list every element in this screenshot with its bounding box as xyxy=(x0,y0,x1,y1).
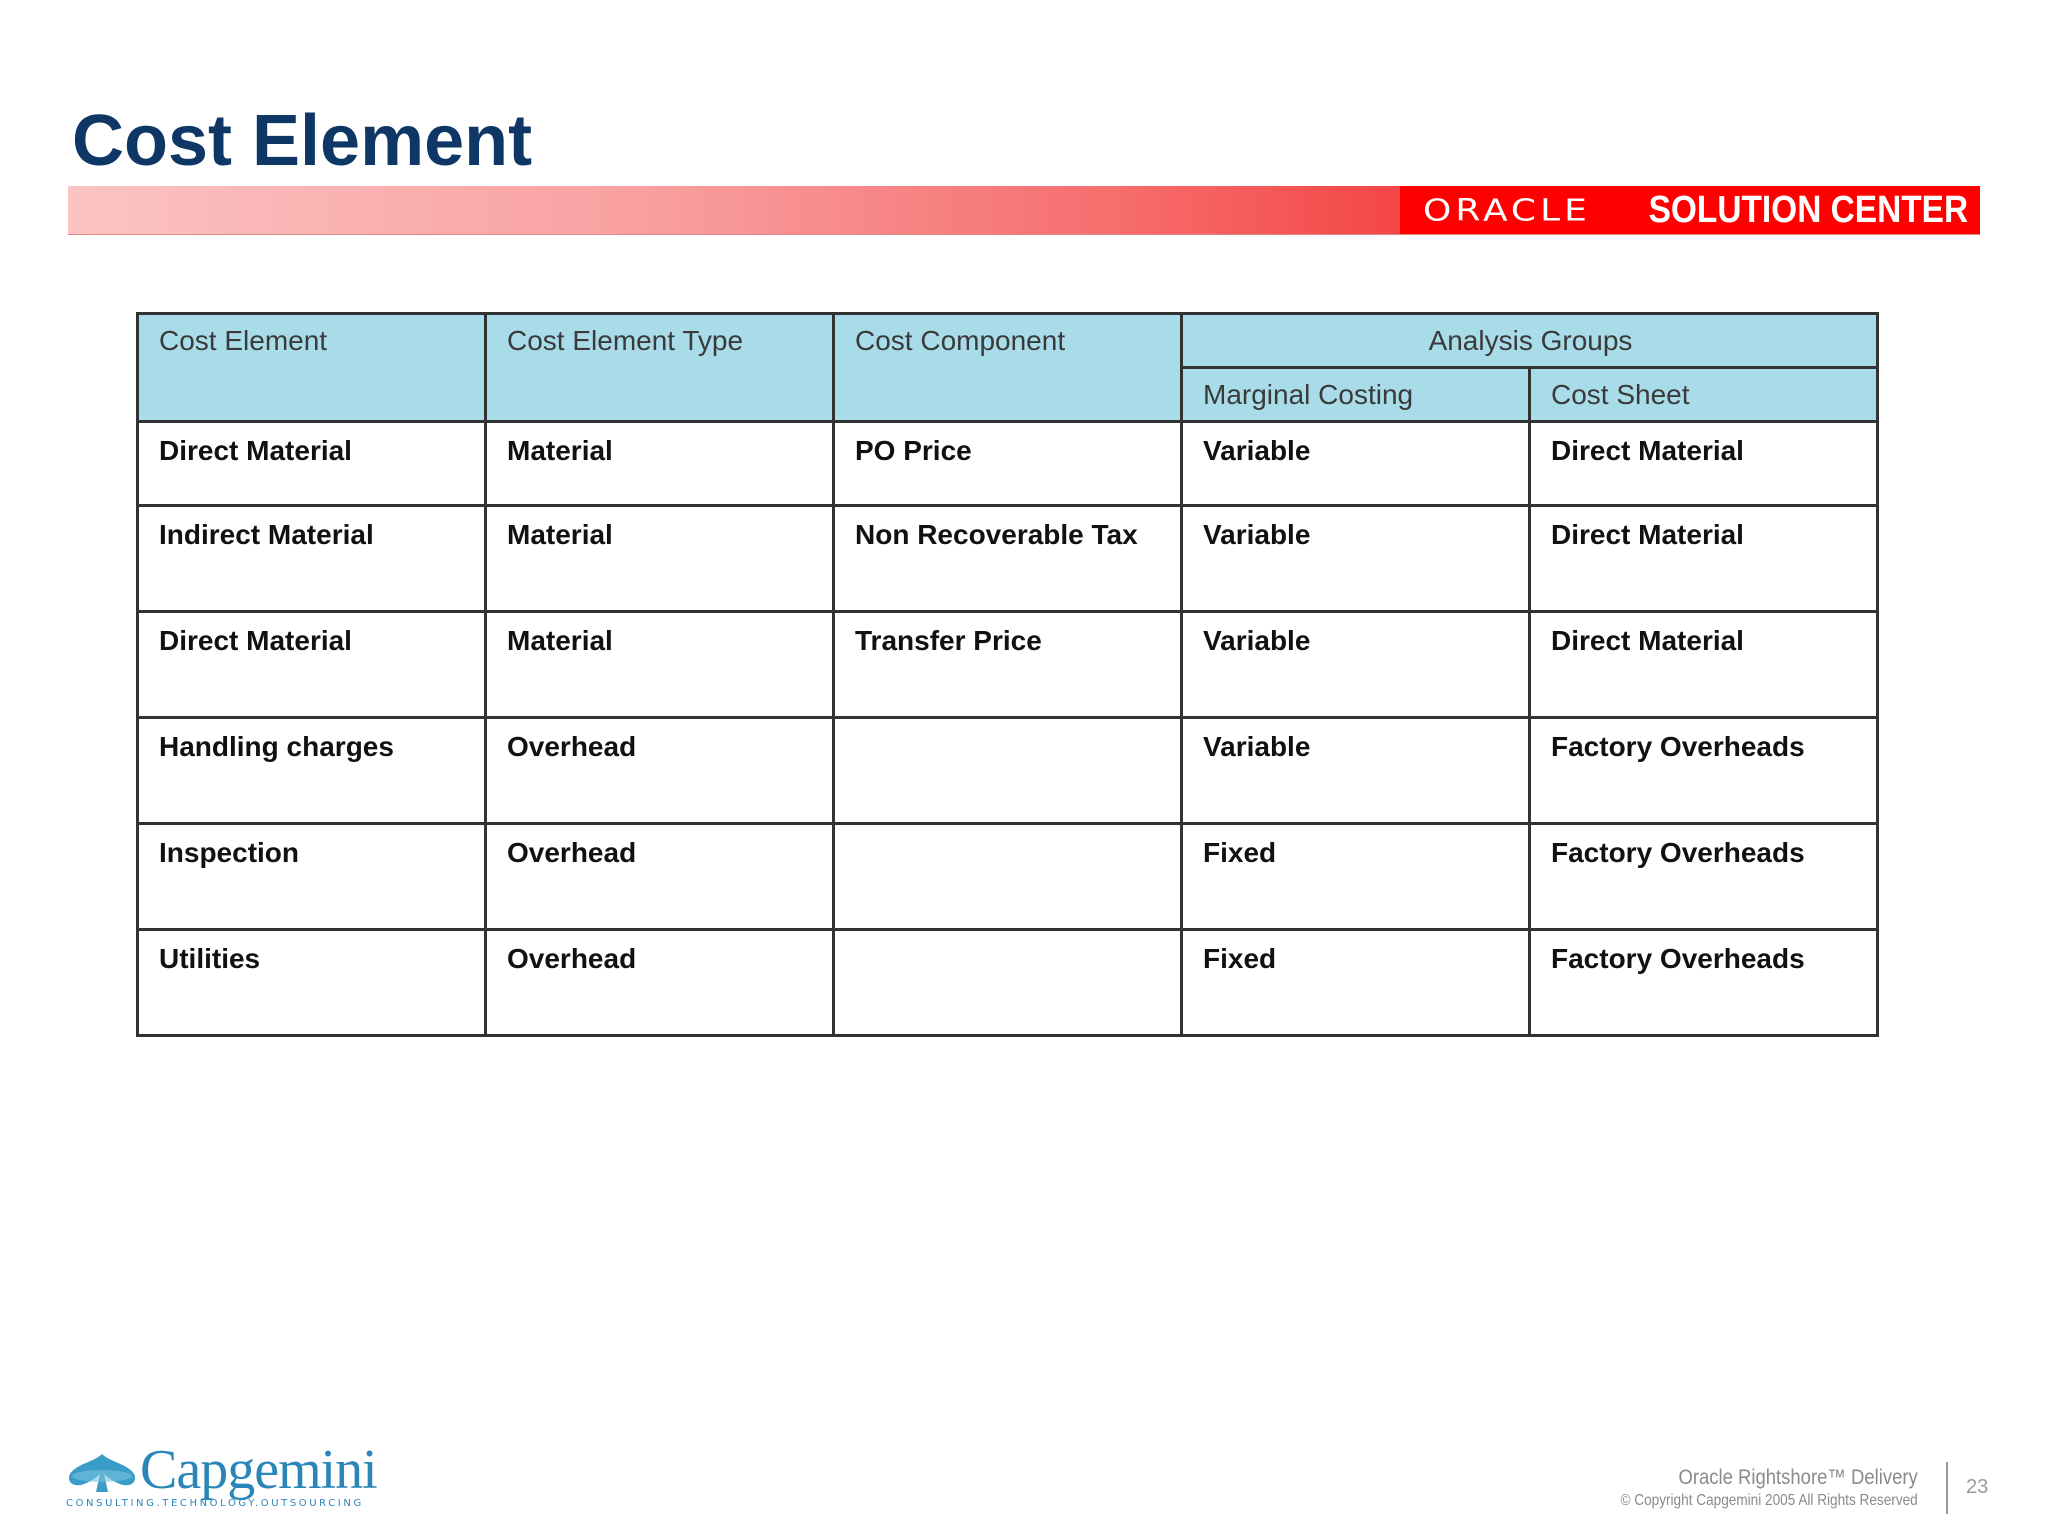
solution-center-label: SOLUTION CENTER xyxy=(1648,188,1968,231)
cell-cost-sheet: Factory Overheads xyxy=(1530,824,1878,930)
header-analysis-groups: Analysis Groups xyxy=(1182,314,1878,368)
table-row xyxy=(138,506,1878,612)
table-row xyxy=(138,612,1878,718)
footer-copyright: © Copyright Capgemini 2005 All Rights Reserved xyxy=(1620,1492,1918,1509)
capgemini-wordmark: Capgemini xyxy=(140,1439,377,1501)
table-row xyxy=(138,824,1878,930)
cell-marginal-costing: Variable xyxy=(1182,506,1530,612)
cell-cost-component: Transfer Price xyxy=(834,612,1182,718)
footer-delivery: Oracle Rightshore™ Delivery xyxy=(1678,1466,1918,1489)
cell-marginal-costing: Fixed xyxy=(1182,930,1530,1036)
cell-marginal-costing: Variable xyxy=(1182,422,1530,506)
cell-marginal-costing: Variable xyxy=(1182,718,1530,824)
cell-marginal-costing: Fixed xyxy=(1182,824,1530,930)
header-cost-sheet: Cost Sheet xyxy=(1530,368,1878,422)
slide-title: Cost Element xyxy=(72,101,533,181)
cell-cost-element: Utilities xyxy=(138,930,486,1036)
header-marginal-costing: Marginal Costing xyxy=(1182,368,1530,422)
capgemini-tagline: CONSULTING.TECHNOLOGY.OUTSOURCING xyxy=(66,1498,364,1509)
capgemini-logo xyxy=(66,1439,377,1514)
header-cost-component: Cost Component xyxy=(834,314,1182,422)
cell-cost-element-type: Material xyxy=(486,422,834,506)
cell-cost-element: Direct Material xyxy=(138,422,486,506)
cost-element-table xyxy=(136,312,1879,1037)
cell-cost-component xyxy=(834,824,1182,930)
cell-cost-sheet: Direct Material xyxy=(1530,612,1878,718)
spade-icon xyxy=(66,1452,138,1496)
cell-cost-element-type: Overhead xyxy=(486,930,834,1036)
table-row xyxy=(138,422,1878,506)
cell-cost-sheet: Factory Overheads xyxy=(1530,718,1878,824)
oracle-wordmark: ORACLE xyxy=(1423,192,1591,228)
cell-cost-element-type: Material xyxy=(486,506,834,612)
cell-cost-element-type: Overhead xyxy=(486,718,834,824)
cell-cost-element-type: Material xyxy=(486,612,834,718)
cell-cost-sheet: Direct Material xyxy=(1530,422,1878,506)
oracle-solution-center-logo xyxy=(1400,186,1980,234)
cell-marginal-costing: Variable xyxy=(1182,612,1530,718)
cell-cost-element: Direct Material xyxy=(138,612,486,718)
title-banner xyxy=(68,186,1980,235)
cell-cost-sheet: Factory Overheads xyxy=(1530,930,1878,1036)
footer-text xyxy=(1568,1466,1918,1510)
cell-cost-component xyxy=(834,930,1182,1036)
cell-cost-component: PO Price xyxy=(834,422,1182,506)
cell-cost-element-type: Overhead xyxy=(486,824,834,930)
cell-cost-component: Non Recoverable Tax xyxy=(834,506,1182,612)
cell-cost-sheet: Direct Material xyxy=(1530,506,1878,612)
table-row xyxy=(138,718,1878,824)
cell-cost-element: Indirect Material xyxy=(138,506,486,612)
cell-cost-component xyxy=(834,718,1182,824)
page-number: 23 xyxy=(1966,1476,1989,1498)
table-row xyxy=(138,930,1878,1036)
footer-divider xyxy=(1946,1462,1948,1514)
header-cost-element: Cost Element xyxy=(138,314,486,422)
cell-cost-element: Inspection xyxy=(138,824,486,930)
cell-cost-element: Handling charges xyxy=(138,718,486,824)
header-cost-element-type: Cost Element Type xyxy=(486,314,834,422)
